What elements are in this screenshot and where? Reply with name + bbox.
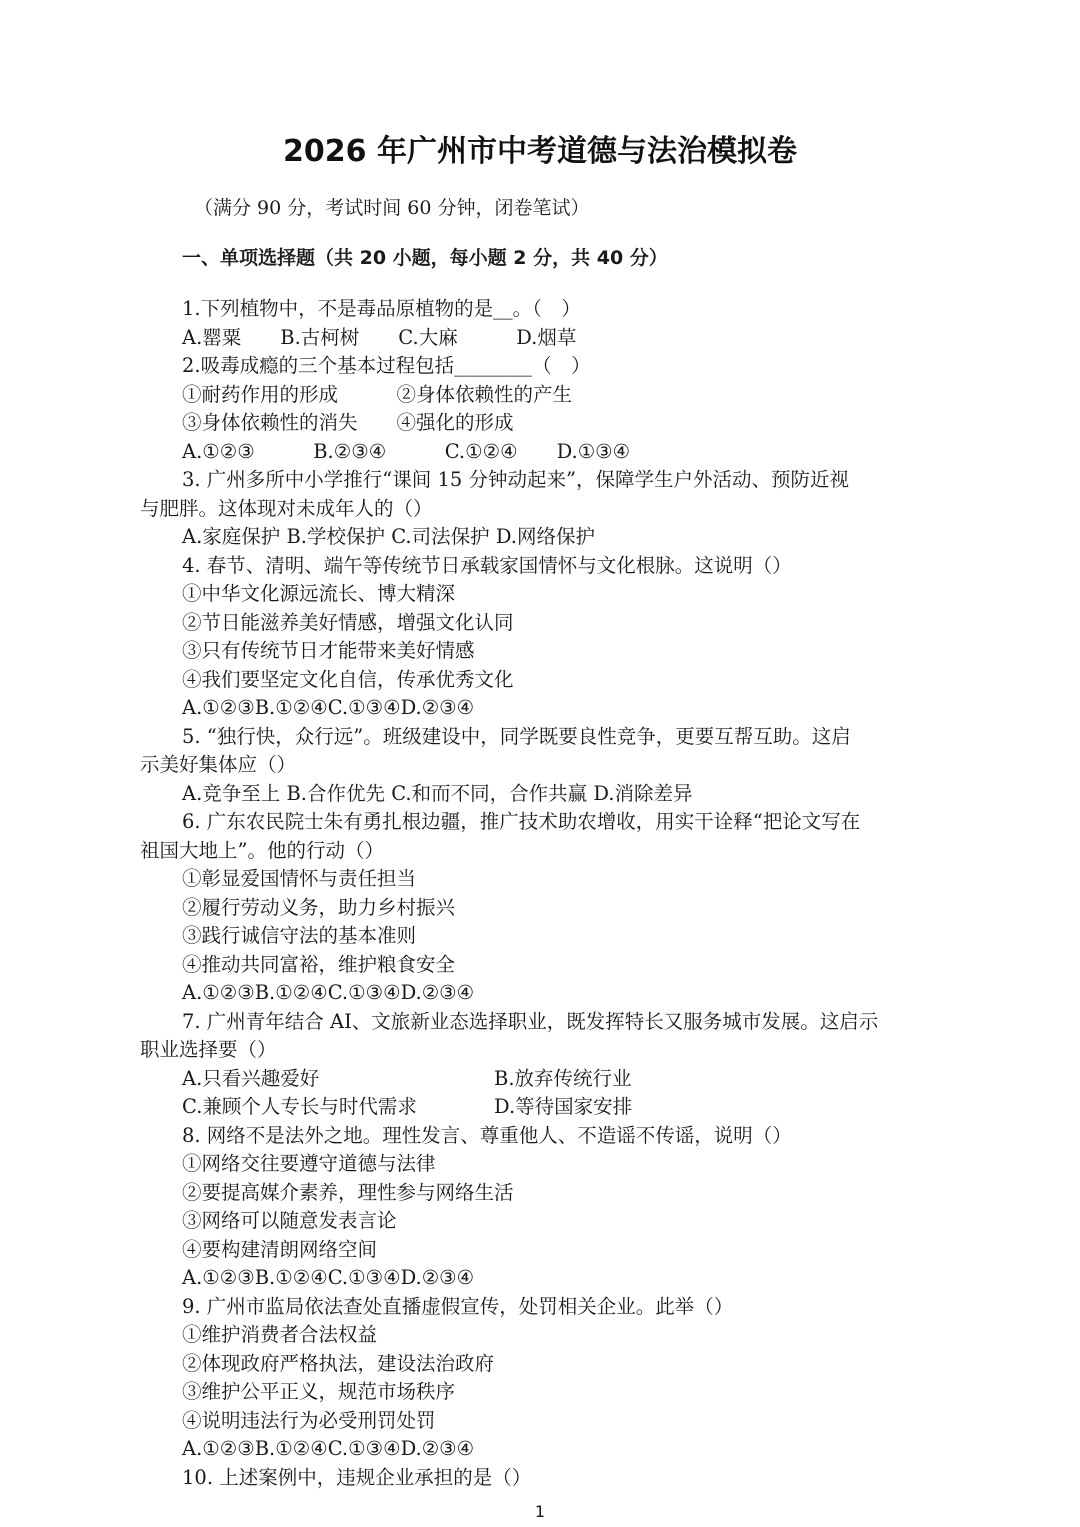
question-9-item: ①维护消费者合法权益 [182, 1323, 378, 1346]
question-3-stem: 3. 广州多所中小学推行“课间 15 分钟动起来”，保障学生户外活动、预防近视 [182, 468, 849, 491]
question-6-item: ③践行诚信守法的基本准则 [182, 924, 417, 947]
question-8-item: ②要提高媒介素养，理性参与网络生活 [182, 1180, 514, 1204]
question-8-item: ①网络交往要遵守道德与法律 [182, 1152, 436, 1175]
question-9-options: A.①②③B.①②④C.①③④D.②③④ [182, 1437, 475, 1460]
question-2-item: ③身体依赖性的消失 ④强化的形成 [182, 411, 514, 434]
question-8-stem: 8. 网络不是法外之地。理性发言、尊重他人、不造谣不传谣，说明（） [182, 1123, 792, 1147]
option-d: D.等待国家安排 [494, 1095, 633, 1118]
question-3-options: A.家庭保护 B.学校保护 C.司法保护 D.网络保护 [182, 525, 595, 548]
question-2-stem: 2.吸毒成瘾的三个基本过程包括________（ ） [182, 354, 591, 377]
page-number: 1 [534, 1502, 546, 1521]
question-5-stem-cont: 示美好集体应（） [140, 753, 297, 776]
question-4-stem: 4. 春节、清明、端午等传统节日承载家国情怀与文化根脉。这说明（） [182, 553, 792, 577]
question-4-item: ④我们要坚定文化自信，传承优秀文化 [182, 667, 514, 691]
question-list [140, 295, 946, 1492]
question-2-item: ①耐药作用的形成 ②身体依赖性的产生 [182, 382, 573, 406]
question-4-item: ①中华文化源远流长、博大精深 [182, 582, 456, 605]
question-5-stem: 5. “独行快，众行远”。班级建设中，同学既要良性竞争，更要互帮互助。这启 [182, 724, 851, 748]
question-8-options: A.①②③B.①②④C.①③④D.②③④ [182, 1266, 475, 1289]
question-10-stem: 10. 上述案例中，违规企业承担的是（） [182, 1465, 532, 1489]
question-9-item: ④说明违法行为必受刑罚处罚 [182, 1408, 436, 1432]
option-b: B.放弃传统行业 [494, 1066, 632, 1090]
exam-info: （满分 90 分，考试时间 60 分钟，闭卷笔试） [194, 197, 590, 219]
question-1-options: A.罂粟 B.古柯树 C.大麻 D.烟草 [182, 325, 577, 349]
question-1-stem: 1.下列植物中，不是毒品原植物的是__。（ ） [182, 297, 581, 320]
section-heading: 一、单项选择题（共 20 小题，每小题 2 分，共 40 分） [182, 247, 668, 269]
question-2-options: A.①②③ B.②③④ C.①②④ D.①③④ [182, 439, 631, 463]
question-6-item: ④推动共同富裕，维护粮食安全 [182, 952, 456, 976]
question-5-options: A.竞争至上 B.合作优先 C.和而不同，合作共赢 D.消除差异 [182, 781, 693, 805]
option-a: A.只看兴趣爱好 [182, 1066, 320, 1090]
question-7-options-row [140, 1065, 946, 1094]
question-8-item: ④要构建清朗网络空间 [182, 1237, 378, 1261]
question-8-item: ③网络可以随意发表言论 [182, 1209, 397, 1232]
question-4-options: A.①②③B.①②④C.①③④D.②③④ [182, 696, 475, 719]
question-3-stem-cont: 与肥胖。这体现对未成年人的（） [140, 496, 433, 520]
page-title: 2026 年广州市中考道德与法治模拟卷 [283, 134, 797, 169]
question-6-item: ①彰显爱国情怀与责任担当 [182, 867, 417, 890]
question-4-item: ②节日能滋养美好情感，增强文化认同 [182, 610, 514, 634]
question-7-stem: 7. 广州青年结合 AI、文旅新业态选择职业，既发挥特长又服务城市发展。这启示 [182, 1009, 879, 1033]
question-9-item: ③维护公平正义，规范市场秩序 [182, 1380, 456, 1403]
question-6-stem-cont: 祖国大地上”。他的行动（） [140, 838, 384, 862]
question-4-item: ③只有传统节日才能带来美好情感 [182, 639, 475, 662]
question-7-options-row [140, 1093, 946, 1122]
question-9-item: ②体现政府严格执法，建设法治政府 [182, 1351, 495, 1375]
question-7-stem-cont: 职业选择要（） [140, 1038, 277, 1061]
question-6-stem: 6. 广东农民院士朱有勇扎根边疆，推广技术助农增收，用实干诠释“把论文写在 [182, 810, 861, 833]
question-6-options: A.①②③B.①②④C.①③④D.②③④ [182, 981, 475, 1004]
option-c: C.兼顾个人专长与时代需求 [182, 1095, 417, 1118]
question-6-item: ②履行劳动义务，助力乡村振兴 [182, 895, 456, 919]
question-9-stem: 9. 广州市监局依法查处直播虚假宣传，处罚相关企业。此举（） [182, 1294, 734, 1318]
